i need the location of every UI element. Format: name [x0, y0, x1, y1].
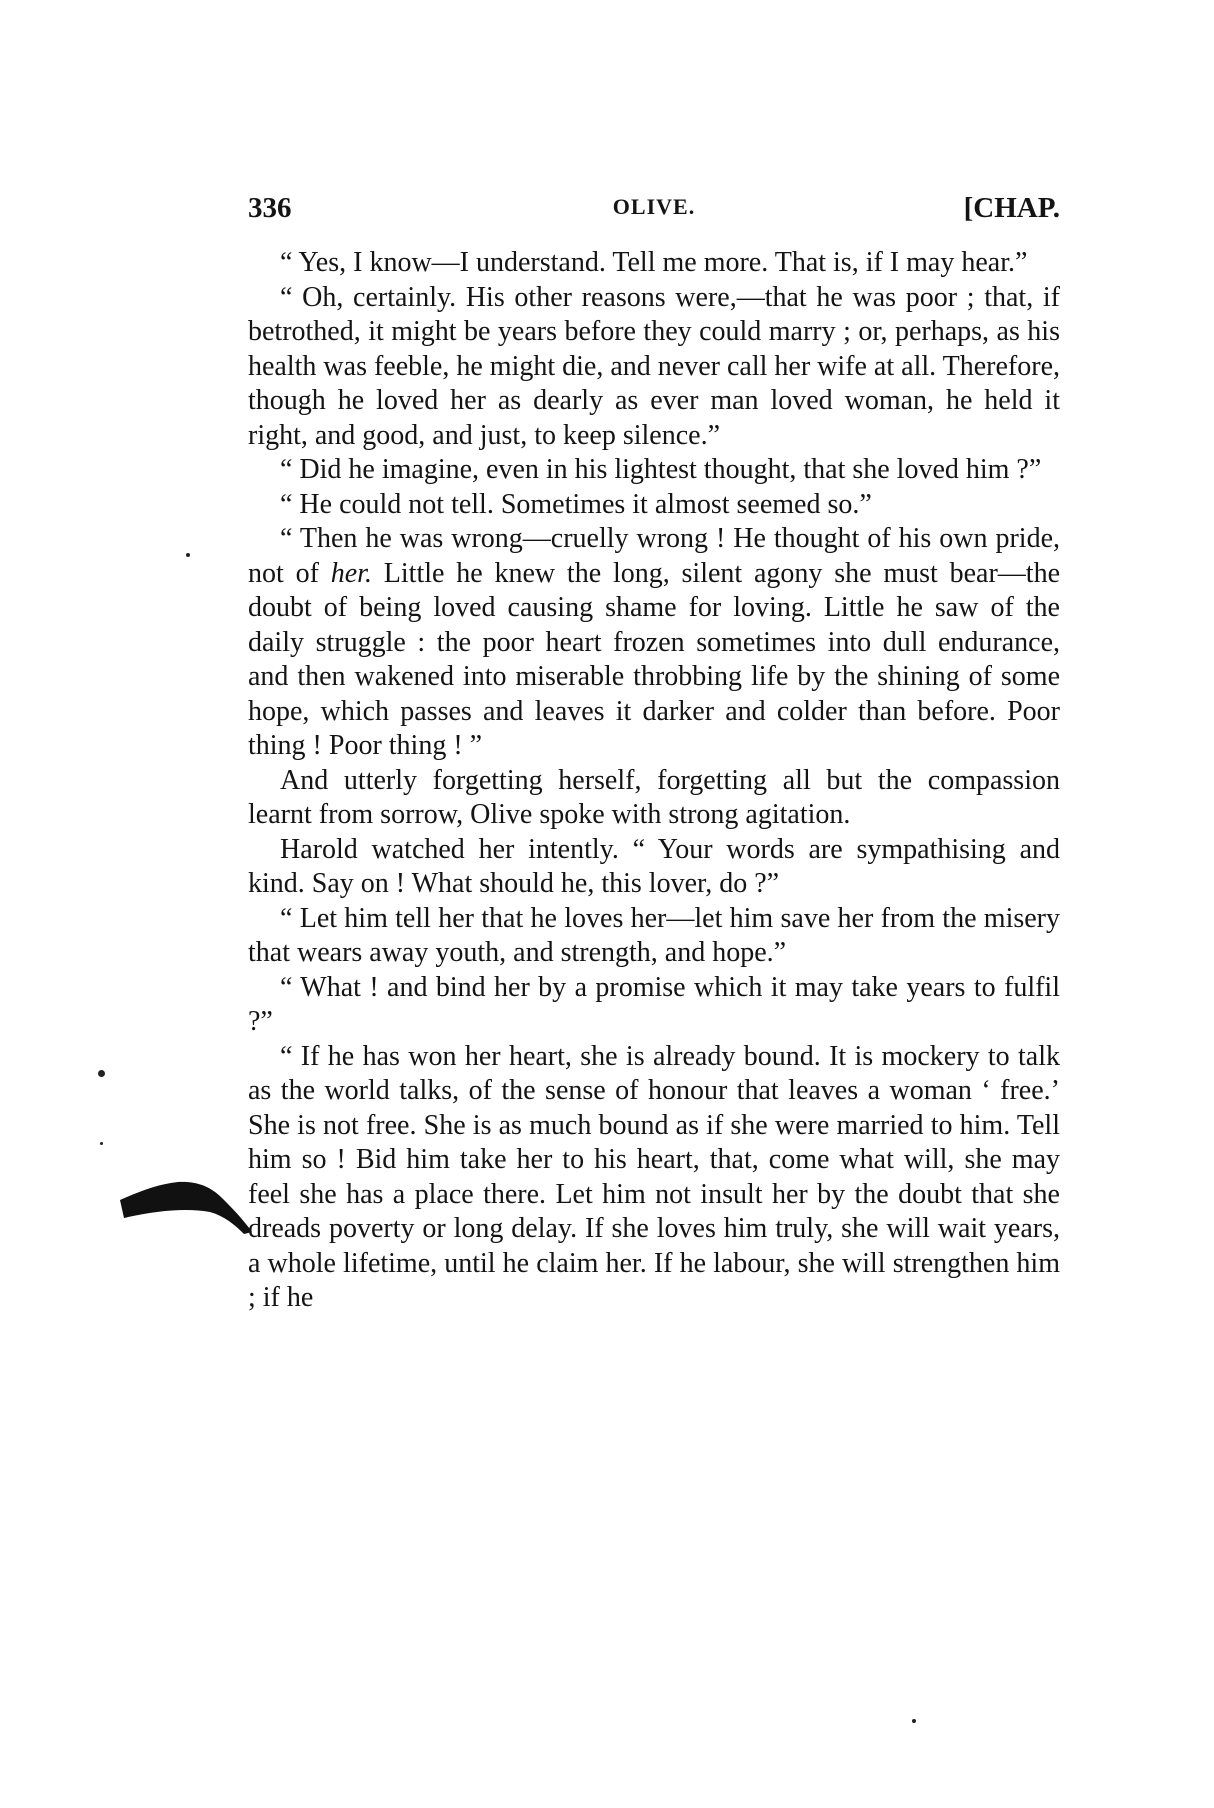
scan-speck [98, 1070, 105, 1077]
paragraph: “ Yes, I know—I understand. Tell me more. That is, if I may hear.” [280, 247, 1028, 278]
paragraph: “ If he has won her heart, she is already bound. It is mockery to talk as the world talks, of the sense of honour that leaves a woman ‘ free.’ She is not free. She is as much bound as if she were married to him. Tell him so ! Bid him take her to his heart, that, come what will, she may feel she has a place there. Let him not insult her by the doubt that she dreads poverty or long delay. If she loves him truly, she will wait years, a whole lifetime, until he claim her. If he labour, she will strengthen him ; if he [248, 1040, 1060, 1313]
running-title: OLIVE. [612, 194, 696, 219]
paragraph-text: Little he knew the long, silent agony she must bear—the doubt of being loved causing shame for loving. Little he saw of the daily struggle : the poor heart frozen sometimes into dull endurance, and then wakened into miserable throbbing life by the shining of some hope, which passes and leaves it darker and colder than before. Poor thing ! Poor thing ! ” [248, 557, 1061, 761]
paragraph: “ Oh, certainly. His other reasons were,—that he was poor ; that, if betrothed, it might be years before they could marry ; or, perhaps, as his health was feeble, he might die, and never call her wife at all. Therefore, though he loved her as dearly as ever man loved woman, he held it right, and good, and just, to keep silence.” [248, 281, 1060, 451]
chapter-marker: [CHAP. [963, 192, 1060, 224]
page-number: 336 [248, 192, 292, 224]
emphasis: her. [330, 557, 372, 589]
scan-speck [186, 553, 190, 557]
paragraph: Harold watched her intently. “ Your words are sympathising and kind. Say on ! What should he, this lover, do ?” [248, 833, 1060, 899]
paragraph: And utterly forgetting herself, forgetting all but the compassion learnt from sorrow, Olive spoke with strong agitation. [248, 764, 1060, 830]
paragraph-text: “ Then he was wrong—cruelly wrong ! He thought of his own pride, not of [248, 523, 1060, 589]
paragraph: “ Let him tell her that he loves her—let him save her from the misery that wears away youth, and strength, and hope.” [248, 902, 1060, 968]
scan-speck [912, 1719, 916, 1723]
scan-smudge [118, 1178, 254, 1236]
scan-speck [100, 1142, 103, 1145]
paragraph: “ What ! and bind her by a promise which it may take years to fulfil ?” [248, 971, 1060, 1037]
page-header [248, 192, 1060, 232]
paragraph: “ Did he imagine, even in his lightest thought, that she loved him ?” [280, 454, 1042, 485]
body-text [248, 246, 1060, 1316]
paragraph [248, 522, 1060, 764]
paragraph: “ He could not tell. Sometimes it almost seemed so.” [280, 488, 872, 520]
